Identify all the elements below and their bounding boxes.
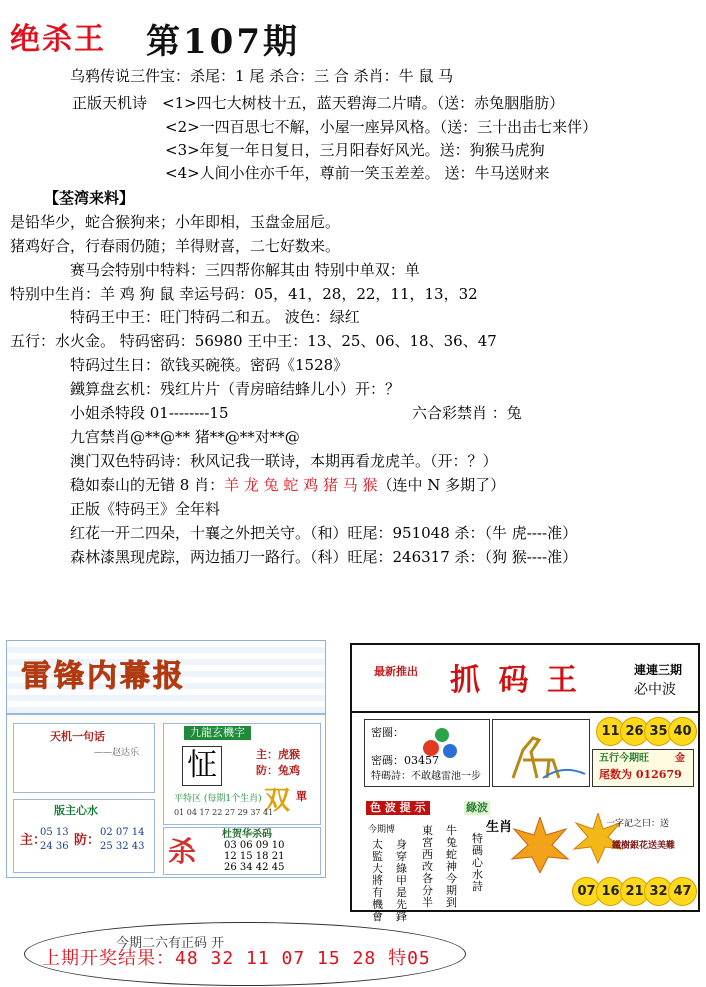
shengxiao-label: 生肖 — [486, 820, 513, 835]
text-line: 乌鸦传说三件宝：杀尾：1 尾 杀合：三 合 杀肖：牛 鼠 马 — [70, 67, 454, 85]
text-line: 特码王中王：旺门特码二和五。 波色：绿红 — [70, 308, 360, 326]
text-line: 九宫禁肖@**@** 猪**@**对**@ — [70, 428, 300, 446]
poem-column: 特碼心水詩 — [472, 832, 483, 893]
pingte-label: 平特区 (每期1个生肖) — [174, 794, 262, 804]
section-heading: 【荃湾来料】 — [44, 189, 135, 207]
sanqi-label: 連連三期 — [634, 663, 683, 677]
text-line: 红花一开二四朵，十襄之外把关守。（和）旺尾：951048 杀：（牛 虎----准） — [70, 524, 578, 542]
mima-label: 密圈： — [371, 726, 404, 739]
panel-title: 雷锋内幕报 — [21, 659, 186, 694]
text-line: 正版天机诗 <1>四七大树枝十五，蓝天碧海二片晴。（送：赤兔胭脂肪） — [72, 94, 565, 112]
poem-column: 牛兔蛇神今期到 — [446, 824, 457, 909]
number-ball: 07 — [572, 877, 601, 906]
yizi-label: 一字記之曰：送 — [606, 819, 670, 829]
number-ball: 16 — [596, 877, 625, 906]
tianji-author: ——赵达乐 — [94, 748, 140, 758]
fang-label: 防： — [74, 833, 101, 848]
text-line: 是铅华少，蛇合猴狗来；小年即相，玉盘金屈卮。 — [10, 213, 341, 231]
zhuama-title: 抓 码 王 — [450, 663, 581, 698]
ball-icon — [443, 744, 457, 758]
text-segment: 稳如泰山的无错 8 肖： — [70, 476, 225, 494]
bottom-phrase: 鐵樹銀花送美難 — [612, 841, 676, 851]
text-line: 六合彩禁肖 ：兔 — [412, 404, 522, 422]
bolu-label: 綠波 — [466, 801, 488, 814]
text-line: 猪鸡好合，行春雨仍随；羊得财喜，二七好数来。 — [10, 237, 341, 255]
last-result: 上期开奖结果：48 32 11 07 15 28 特05 — [42, 948, 431, 969]
zodiac-burst-icon — [510, 817, 570, 873]
jinqi-label: 今期博 — [368, 825, 396, 835]
key-glyph: 怔 — [182, 746, 222, 786]
dan-glyph: 單 — [296, 790, 307, 803]
text-line: <2>一四百思七不解，小屋一座异风格。（送：三十出击七来伴） — [165, 118, 598, 136]
text-line — [70, 475, 505, 495]
number-ball: 32 — [644, 877, 673, 906]
banzhu-box — [13, 799, 155, 873]
hidden-note: 今期二六有正码 开 — [116, 936, 225, 951]
leifeng-panel — [6, 640, 326, 878]
ball-icon — [435, 728, 449, 742]
dujia-row: 03 06 09 10 — [224, 840, 285, 851]
text-segment: （连中 N 多期了） — [377, 476, 506, 494]
number-ball: 21 — [620, 877, 649, 906]
number-ball: 35 — [644, 717, 673, 746]
new-label: 最新推出 — [374, 665, 418, 678]
wuxing-box — [592, 749, 694, 787]
jiulong-box — [163, 723, 321, 825]
banzhu-title: 版主心水 — [54, 804, 98, 817]
weishu-label: 尾数为 012679 — [599, 768, 682, 781]
fang-numbers: 02 07 14 25 32 43 — [100, 827, 145, 852]
tema-poem: 特碼詩：不敢越雷池一步 — [371, 771, 481, 782]
tianji-box — [13, 723, 155, 793]
poem-column: 東宮西改各分半 — [422, 824, 433, 909]
text-line: 森林漆黑现虎踪，两边插刀一路行。（科）旺尾：246317 杀：（狗 猴----准） — [70, 548, 578, 566]
number-ball: 11 — [596, 717, 625, 746]
text-line: 鐵算盘玄机：残红片片（青房暗结蜂儿小）开：？ — [70, 380, 401, 398]
dujia-row: 12 15 18 21 — [224, 851, 285, 862]
sha-glyph: 杀 — [168, 835, 197, 868]
divider — [352, 711, 698, 713]
dujia-title: 杜贺华杀码 — [222, 829, 272, 840]
text-line: 澳门双色特码诗：秋风记我一联诗，本期再看龙虎羊。（开：？） — [70, 452, 498, 470]
panel-header — [7, 641, 325, 715]
wuxing-element: 金 — [675, 753, 685, 764]
zhu-numbers: 05 13 24 36 — [40, 827, 69, 852]
dujia-box — [163, 827, 321, 875]
text-line: 五行：水火金。 特码密码：56980 王中王：13、25、06、18、36、47 — [10, 332, 497, 350]
zhuama-panel — [350, 643, 700, 923]
text-line: 正版《特码王》全年料 — [70, 500, 221, 518]
jiulong-title: 九龍玄機字 — [184, 726, 251, 740]
wuxing-label: 五行今期旺 — [599, 753, 649, 764]
mima-box — [364, 719, 490, 787]
text-line: <3>年复一年日复日，三月阳春好风光。送：狗猴马虎狗 — [165, 141, 545, 159]
number-ball: 26 — [620, 717, 649, 746]
dujia-row: 26 34 42 45 — [224, 862, 285, 873]
text-line: 小姐杀特段 01--------15 — [70, 404, 229, 422]
poem-column: 身穿綠甲是先鋒 — [396, 838, 407, 923]
sebo-label: 色 波 提 示 — [366, 801, 430, 815]
zodiac-highlight: 羊 龙 兔 蛇 鸡 猪 马 猴 — [224, 476, 378, 494]
tianji-title: 天机一句话 — [50, 730, 105, 743]
giraffe-icon — [493, 720, 589, 786]
pingte-numbers: 01 04 17 22 27 29 37 41 — [174, 808, 274, 817]
mima-code: 密碼：03457 — [371, 754, 439, 767]
text-line: 赛马会特别中特料：三四帮你解其由 特别中单双：单 — [70, 261, 420, 279]
zhu-label: 主： — [20, 833, 47, 848]
zhu-zodiac: 主：虎猴 — [256, 748, 300, 761]
text-line: 特码过生日：欲钱买碗筷。密码《1528》 — [70, 356, 349, 374]
fang-zodiac: 防：兔鸡 — [256, 764, 300, 777]
bizhong-label: 必中波 — [634, 682, 676, 698]
poem-column: 太監大將有機會 — [372, 838, 383, 923]
number-ball: 40 — [668, 717, 697, 746]
page-title: 绝杀王 — [10, 22, 106, 57]
text-line: <4>人间小住亦千年，尊前一笑玉差差。 送：牛马送财来 — [165, 164, 550, 182]
shuang-glyph: 双 — [264, 786, 291, 816]
text-line: 特别中生肖：羊 鸡 狗 鼠 幸运号码：05，41，28，22，11，13，32 — [10, 285, 478, 303]
issue-number: 第107期 — [146, 22, 300, 62]
number-ball: 47 — [668, 877, 697, 906]
giraffe-illustration — [492, 719, 590, 787]
